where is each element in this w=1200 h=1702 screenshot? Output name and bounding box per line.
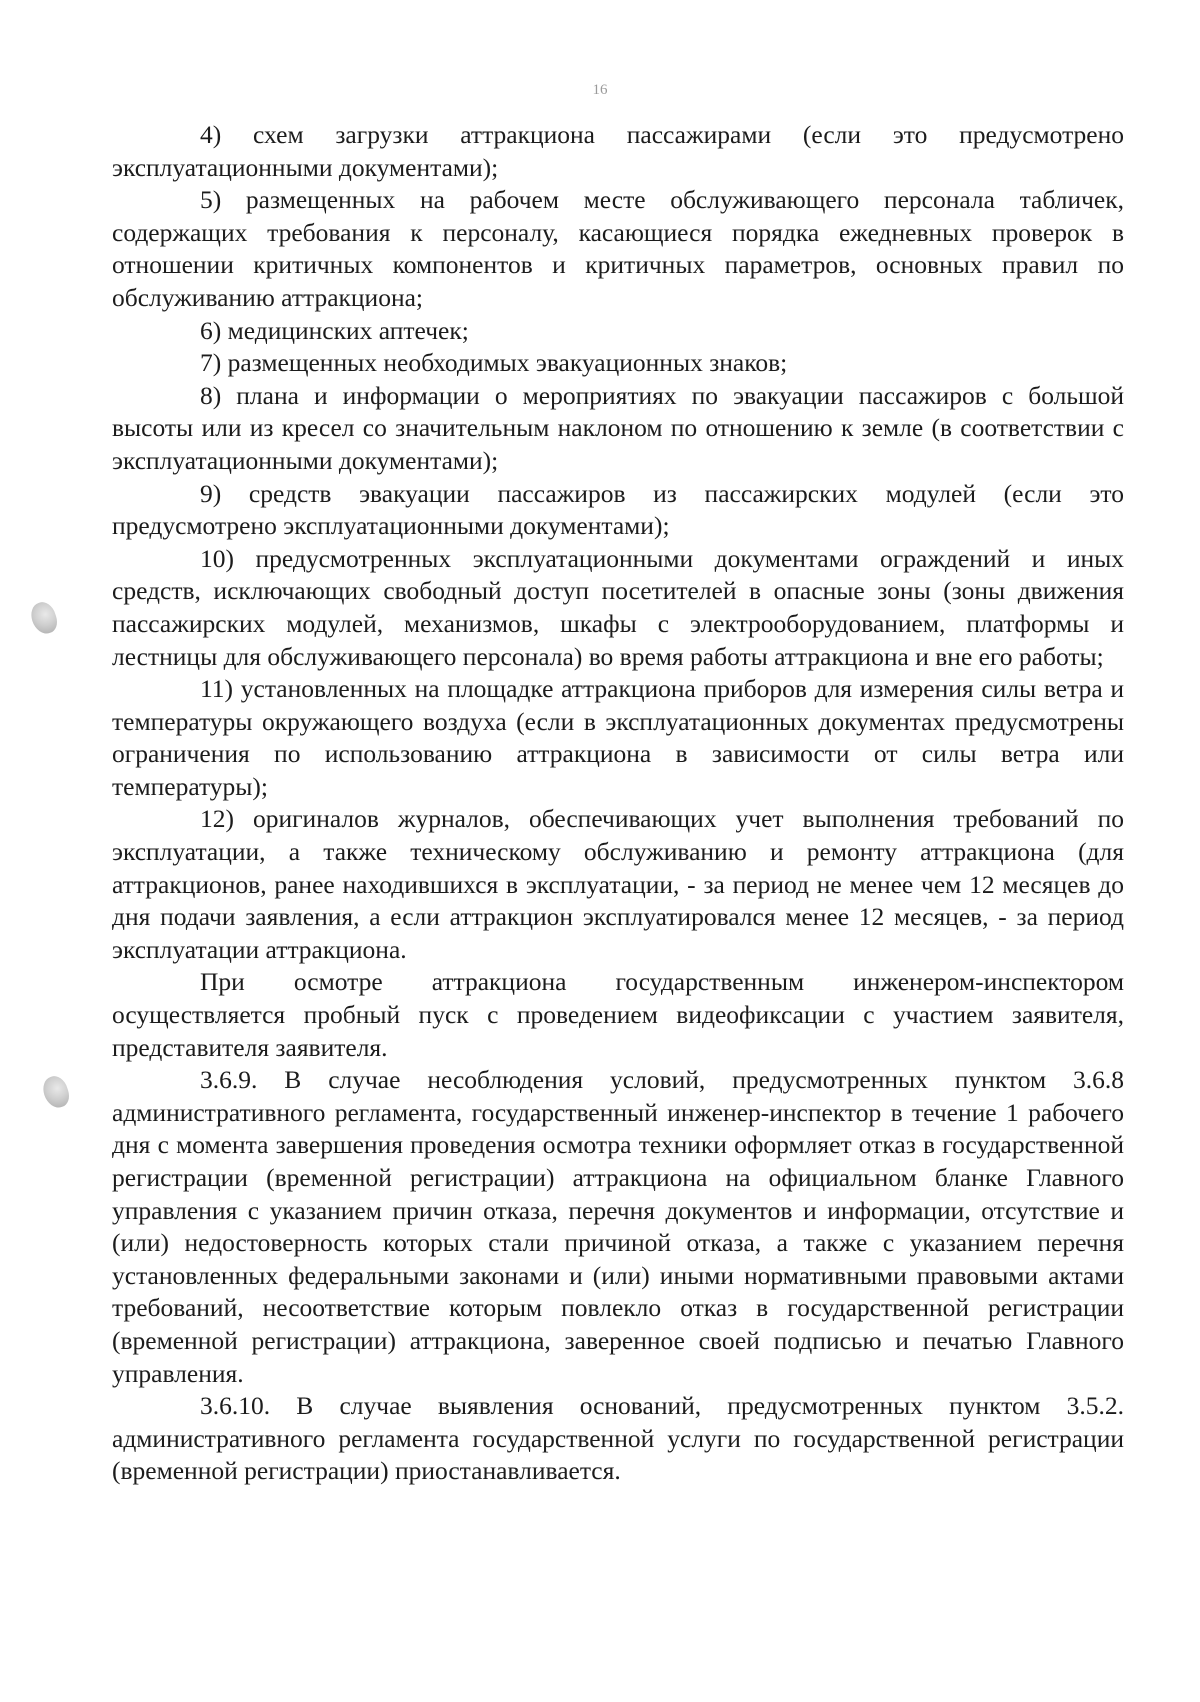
document-body <box>112 119 1124 1488</box>
page-number: 16 <box>592 82 608 98</box>
paragraph-inspection-test-run: При осмотре аттракциона государственным инженером-инспектором осуществляется пробный пуск с проведением видеофиксации с участием заявителя, представителя заявителя. <box>112 967 1124 1062</box>
paragraph-item-12: 12) оригиналов журналов, обеспечивающих учет выполнения требований по эксплуатации, а также техническому обслуживанию и ремонту аттракциона (для аттракционов, ранее находившихся в эксплуатации, - за период не менее чем 12 месяцев до дня подачи заявления, а если аттракцион эксплуатировался менее 12 месяцев, - за период эксплуатации аттракциона. <box>112 804 1124 964</box>
paragraph-item-11: 11) установленных на площадке аттракциона приборов для измерения силы ветра и температуры окружающего воздуха (если в эксплуатационных документах предусмотрены ограничения по использованию аттракциона в зависимости от силы ветра или температуры); <box>112 674 1124 801</box>
paragraph-item-6: 6) медицинских аптечек; <box>200 315 469 345</box>
paragraph-item-9: 9) средств эвакуации пассажиров из пассажирских модулей (если это предусмотрено эксплуатационными документами); <box>112 478 1124 541</box>
punch-hole-mark <box>28 599 61 637</box>
paragraph-section-3-6-9: 3.6.9. В случае несоблюдения условий, предусмотренных пунктом 3.6.8 административного регламента, государственный инженер-инспектор в течение 1 рабочего дня с момента завершения проведения осмотра техники оформляет отказ в государственной регистрации (временной регистрации) аттракциона на официальном бланке Главного управления с указанием причин отказа, перечня документов и информации, отсутствие и (или) недостоверность которых стали причиной отказа, а также с указанием перечня установленных федеральными законами и (или) иными нормативными правовыми актами требований, несоответствие которым повлекло отказ в государственной регистрации (временной регистрации) аттракциона, заверенное своей подписью и печатью Главного управления. <box>112 1065 1124 1388</box>
paragraph-item-7: 7) размещенных необходимых эвакуационных знаков; <box>200 348 788 378</box>
paragraph-item-8: 8) плана и информации о мероприятиях по эвакуации пассажиров с большой высоты или из кресел со значительным наклоном по отношению к земле (в соответствии с эксплуатационными документами); <box>112 380 1124 475</box>
paragraph-item-4: 4) схем загрузки аттракциона пассажирами (если это предусмотрено эксплуатационными документами); <box>112 120 1124 182</box>
punch-hole-mark <box>40 1073 73 1111</box>
paragraph-item-5: 5) размещенных на рабочем месте обслуживающего персонала табличек, содержащих требования к персоналу, касающиеся порядка ежедневных проверок в отношении критичных компонентов и критичных параметров, основных правил по обслуживанию аттракциона; <box>112 185 1124 312</box>
paragraph-item-10: 10) предусмотренных эксплуатационными документами ограждений и иных средств, исключающих свободный доступ посетителей в опасные зоны (зоны движения пассажирских модулей, механизмов, шкафы с электрооборудованием, платформы и лестницы для обслуживающего персонала) во время работы аттракциона и вне его работы; <box>112 543 1124 671</box>
paragraph-section-3-6-10: 3.6.10. В случае выявления оснований, предусмотренных пунктом 3.5.2. административного регламента государственной услуги по государственной регистрации (временной регистрации) приостанавливается. <box>112 1391 1124 1486</box>
